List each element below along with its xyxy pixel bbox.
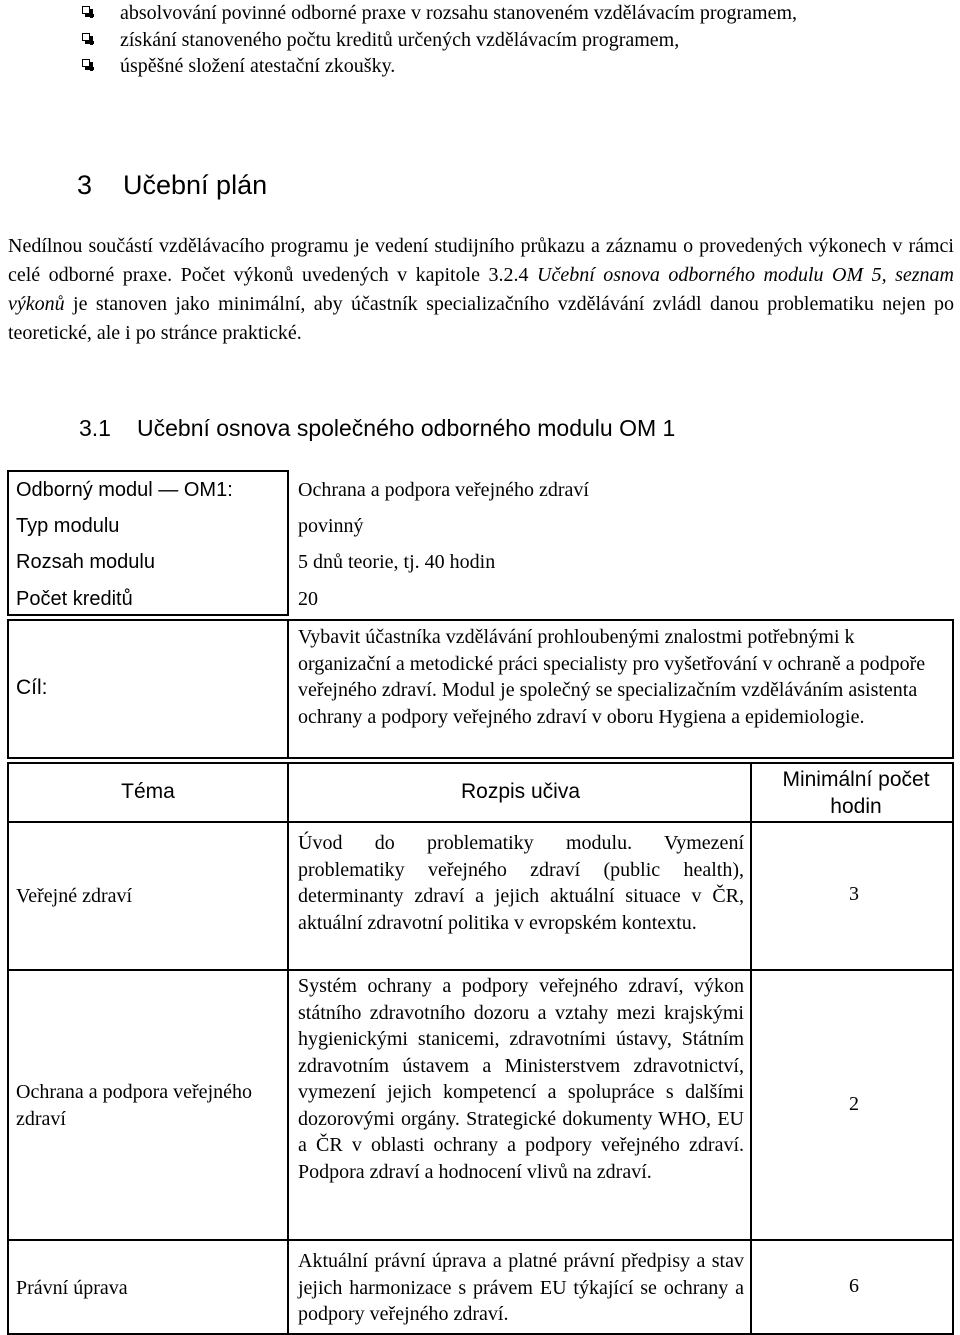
section-number: 3: [77, 170, 93, 200]
goal-text: Vybavit účastníka vzdělávání prohloubenými znalostmi potřebnými k organizační a metodické práci specialisty pro vyšetřování v ochraně a podpoře veřejného zdraví. Modul je společný se specializačním vzděláváním asistenta ochrany a podpory veřejného zdraví v oboru Hygiena a epidemiologie.: [298, 626, 926, 728]
list-item: [80, 0, 860, 27]
section-heading: [77, 170, 267, 201]
paragraph-italic-reference: Učební osnova odborného modulu OM 5, seznam výkonů: [8, 264, 954, 315]
list-item: [80, 53, 860, 80]
goal-label: Cíl:: [16, 676, 48, 699]
list-item-text: absolvování povinné odborné praxe v rozsahu stanoveném vzdělávacím programem,: [120, 2, 798, 24]
column-header-hours: Minimální počet hodin: [782, 768, 930, 818]
bullet-list: [80, 0, 860, 80]
row-hours: 3: [849, 883, 859, 905]
row-content: Systém ochrany a podpory veřejného zdraví, výkon státního zdravotního dozoru a vztahy mezi krajskými hygienickými stanicemi, zdravotními ústavy, Státním zdravotním ústavem a Ministerstvem zdravotnictví, vymezení jejich kompetencí a spolupráce s dalšími dozorovými orgány. Strategické dokumenty WHO, EU a ČR v oblasti ochrany a podpory veřejného zdraví. Podpora zdraví a hodnocení vlivů na zdraví.: [298, 975, 744, 1183]
column-header-content: Rozpis učiva: [460, 780, 581, 803]
module-scope-value: 5 dnů teorie, tj. 40 hodin: [298, 551, 496, 573]
row-content: Úvod do problematiky modulu. Vymezení problematiky veřejného zdraví (public health), determinanty zdraví a jejich aktuální situace v ČR, aktuální zdravotní politika v evropském kontextu.: [298, 832, 744, 934]
row-content: Aktuální právní úprava a platné právní předpisy a stav jejich harmonizace s právem EU týkající se ochrany a podpory veřejného zdraví.: [298, 1250, 744, 1325]
list-item-text: získání stanoveného počtu kreditů určených vzdělávacím programem,: [120, 28, 680, 51]
goal-label-frame: [7, 619, 289, 759]
section-paragraph: [8, 232, 954, 348]
module-value: Ochrana a podpora veřejného zdraví: [298, 479, 589, 501]
row-topic: Právní úprava: [16, 1277, 128, 1299]
row-hours: 2: [849, 1093, 859, 1115]
credits-value: 20: [298, 588, 318, 610]
subsection-number: 3.1: [79, 415, 111, 441]
column-header-topic: Téma: [121, 780, 175, 803]
module-type-value: povinný: [298, 515, 364, 537]
module-type-label: Typ modulu: [16, 515, 120, 537]
credits-label: Počet kreditů: [16, 588, 133, 610]
module-label: Odborný modul — OM1:: [16, 479, 233, 501]
row-hours: 6: [849, 1275, 859, 1297]
paragraph-text: je stanoven jako minimální, aby účastník specializačního vzdělávání zvládl danou problematiku nejen po teoretické, ale i po stránce praktické.: [8, 293, 954, 344]
metadata-frame: [7, 470, 289, 616]
row-topic: Veřejné zdraví: [16, 885, 133, 907]
checkbox-bullet-icon: [82, 6, 90, 14]
list-item-text: úspěšné složení atestační zkoušky.: [120, 55, 396, 77]
checkbox-bullet-icon: [82, 33, 90, 41]
list-item: [80, 27, 860, 54]
paragraph-text: Nedílnou součástí vzdělávacího programu je vedení studijního průkazu a záznamu o provedených výkonech v rámci celé odborné praxe. Počet výkonů uvedených v kapitole 3.2.4: [8, 235, 954, 286]
section-title: Učební plán: [123, 170, 268, 200]
subsection-heading: [79, 415, 675, 442]
module-scope-label: Rozsah modulu: [16, 551, 155, 573]
row-topic: Ochrana a podpora veřejného zdraví: [16, 1081, 252, 1130]
subsection-title: Učební osnova společného odborného modulu OM 1: [137, 415, 676, 441]
checkbox-bullet-icon: [82, 59, 90, 67]
